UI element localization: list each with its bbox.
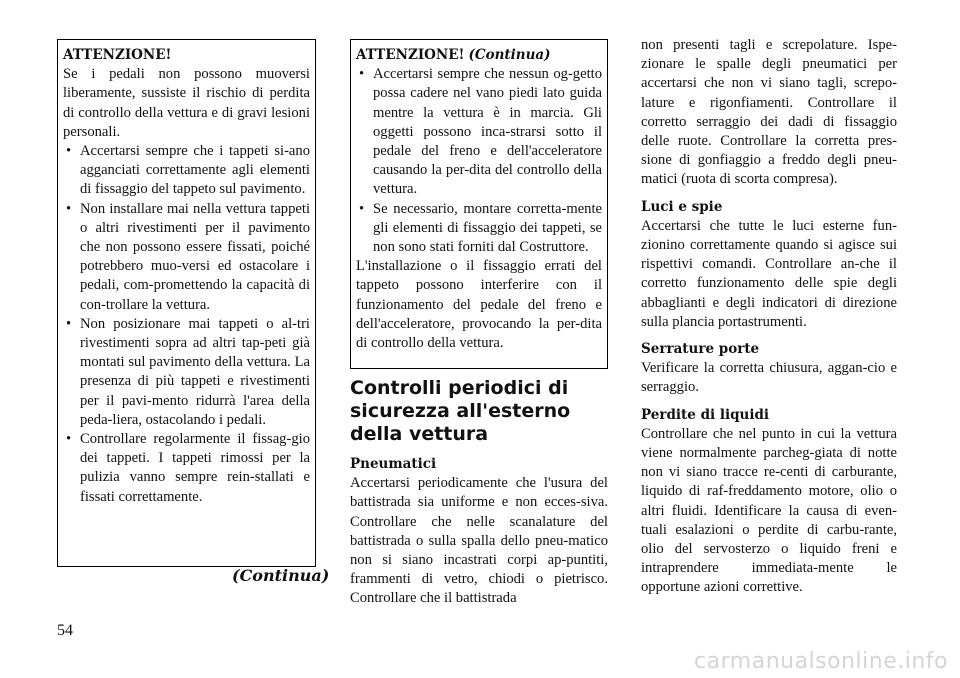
serrature-text: Verificare la corretta chiusura, aggan-cio e serraggio. <box>641 360 897 396</box>
warning-title: ATTENZIONE! <box>63 47 172 63</box>
warning-box-right <box>350 39 608 369</box>
right-column <box>641 36 897 598</box>
pneumatici-text-part2: non presenti tagli e screpolature. Ispe-zionare le spalle degli pneumatici per accertarsi che non vi siano tagli, screpo-lature e rigonfiamenti. Controllare il corretto serraggio dei dadi di fissaggio delle ruote. Controllare la corretta pres-sione di gonfiaggio a freddo degli pneu-matici (ruota di scorta compresa). <box>641 37 897 188</box>
watermark: carmanualsonline.info <box>694 649 948 674</box>
pneumatici-block <box>350 455 608 609</box>
subheading-luci: Luci e spie <box>641 198 723 215</box>
warning-bullet: • Accertarsi sempre che nessun og-getto possa cadere nel vano piedi lato guida mentre la vettura è in marcia. Gli oggetti possono inca-strarsi sotto il pedale del freno e dell'acceleratore causando la per-dita del controllo della vettura. <box>356 65 602 199</box>
pneumatici-text-part1: Accertarsi periodicamente che l'usura del battistrada sia uniforme e non ecces-siva. Controllare che nelle scanalature del battistrada o sulla spalla dello pneu-matico non si siano incastrati corpi ap-puntiti, frammenti di vetro, chiodi o pietrisco. Controllare che il battistrada <box>350 475 608 607</box>
subheading-pneumatici: Pneumatici <box>350 456 437 472</box>
page-number: 54 <box>57 622 73 639</box>
warning-bullet: • Se necessario, montare corretta-mente gli elementi di fissaggio dei tappeti, se non sono stati forniti dal Costruttore. <box>356 200 602 258</box>
subheading-perdite: Perdite di liquidi <box>641 406 770 423</box>
subheading-serrature: Serrature porte <box>641 341 760 358</box>
luci-text: Accertarsi che tutte le luci esterne fun-zionino correttamente quando si agisce sui rispettivi comandi. Controllare an-che il corretto funzionamento delle spie degli abbaglianti e degli indicatori di direzione sulla plancia portastrumenti. <box>641 217 897 330</box>
perdite-text: Controllare che nel punto in cui la vettura viene normalmente parcheg-giata di notte non vi siano tracce re-centi di carburante, liquido di raf-freddamento motore, olio o altri fluidi. Identificare la causa di even-tuali esalazioni o perdite di carbu-rante, olio del servosterzo o liquido freni e intraprendere immediata-mente le opportune azioni correttive. <box>641 425 897 596</box>
warning-bullet: • Non posizionare mai tappeti o al-tri rivestimenti sopra ad altri tap-peti già montati sul pavimento della vettura. La presenza di più tappeti e rivestimenti per il pavi-mento ridurrà l'area della peda-liera, ostacolando i pedali. <box>63 315 310 430</box>
continued-suffix: (Continua) <box>468 47 551 63</box>
continued-label: (Continua) <box>232 566 330 585</box>
warning-outro: L'installazione o il fissaggio errati del tappeto possono interferire con il funzionamento del pedale del freno e dell'acceleratore, provocando la per-dita di controllo della vettura. <box>356 258 602 352</box>
section-heading: Controlli periodici di sicurezza all'esterno della vettura <box>350 377 571 445</box>
warning-box-left <box>57 39 316 567</box>
warning-bullet-list <box>63 142 310 507</box>
warning-intro: Se i pedali non possono muoversi liberamente, sussiste il rischio di perdita di controllo della vettura e di gravi lesioni personali. <box>63 66 310 140</box>
warning-bullet: • Non installare mai nella vettura tappeti o altri rivestimenti per il pavimento che non possono essere fissati, poiché potrebbero muo-versi ed ostacolare i pedali, com-promettendo la capacità di con-trollare la vettura. <box>63 200 310 315</box>
warning-bullet-list <box>356 65 602 257</box>
warning-bullet: • Controllare regolarmente il fissag-gio dei tappeti. I tappeti rimossi per la pulizia vanno sempre rein-stallati e fissati correttamente. <box>63 430 310 507</box>
warning-title-continued <box>356 46 602 65</box>
warning-title: ATTENZIONE! <box>356 47 465 63</box>
warning-bullet: • Accertarsi sempre che i tappeti si-ano agganciati correttamente agli elementi di fissaggio del tappeto sul pavimento. <box>63 142 310 200</box>
